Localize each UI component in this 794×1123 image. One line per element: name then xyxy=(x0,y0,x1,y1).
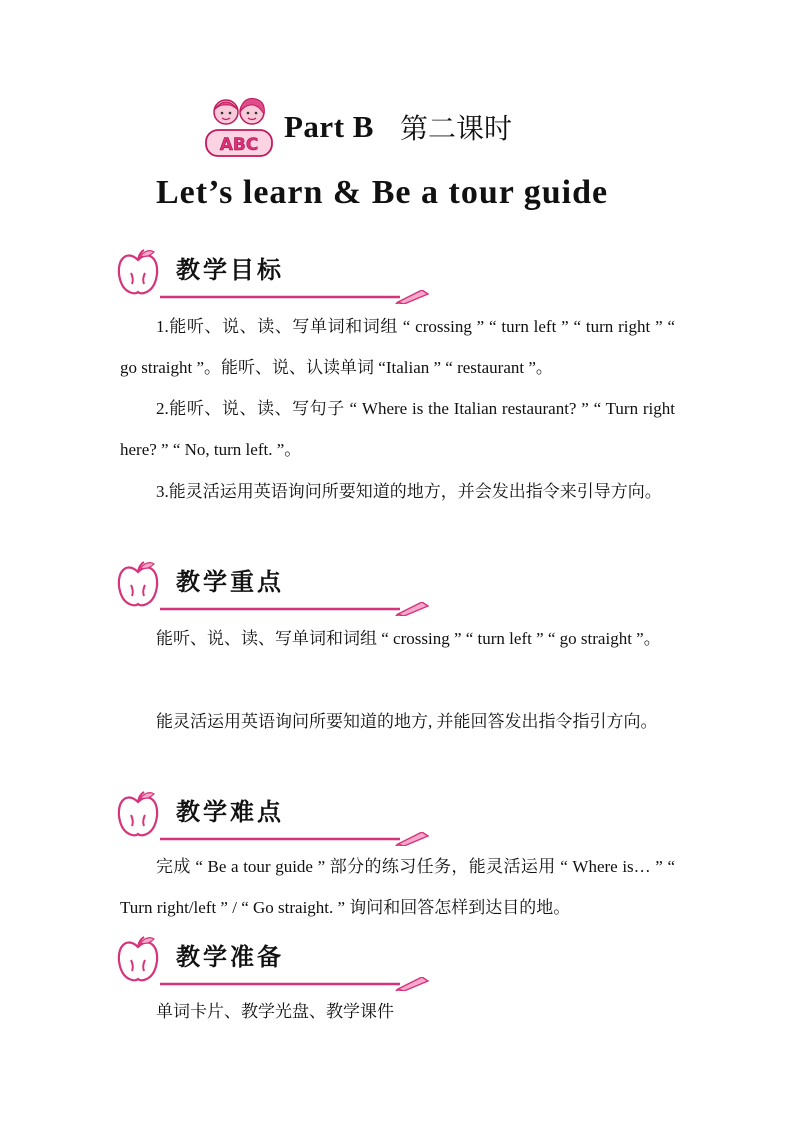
page-subtitle: Let’s learn & Be a tour guide xyxy=(156,174,609,211)
section-heading-text: 教学重点 xyxy=(176,568,284,596)
preparation-paragraph-1: 单词卡片、教学光盘、教学课件 xyxy=(156,1002,394,1021)
section-heading-preparation xyxy=(116,931,336,989)
section-heading-text: 教学目标 xyxy=(176,256,284,284)
section-heading-text: 教学难点 xyxy=(176,798,284,826)
apple-icon xyxy=(116,248,160,296)
key-points-paragraph-2: 能灵活运用英语询问所要知道的地方, 并能回答发出指令指引方向。 xyxy=(156,712,658,731)
apple-icon xyxy=(116,790,160,838)
pen-icon xyxy=(160,977,430,991)
pen-icon xyxy=(160,290,430,304)
title-row xyxy=(200,92,512,162)
kids-abc-logo xyxy=(200,94,278,160)
lesson-title: 第二课时 xyxy=(399,112,512,145)
section-heading-text: 教学准备 xyxy=(176,943,284,971)
section-heading-objectives xyxy=(116,244,336,302)
objectives-paragraph-1: 1.能听、说、读、写单词和词组 “ crossing ” “ turn left ” “ turn right ” “ go straight ”。能听、说、认读单词 “Italian ” “ restaurant ”。 xyxy=(120,317,675,377)
svg-text:ABC: ABC xyxy=(219,135,259,155)
objectives-paragraph-2: 2.能听、说、读、写句子 “ Where is the Italian restaurant? ” “ Turn right here? ” “ No, turn left. ”。 xyxy=(120,399,675,459)
pen-icon xyxy=(160,602,430,616)
section-heading-key-points xyxy=(116,556,336,614)
key-points-paragraph-1: 能听、说、读、写单词和词组 “ crossing ” “ turn left ” “ go straight ”。 xyxy=(156,629,661,648)
difficulties-paragraph-1: 完成 “ Be a tour guide ” 部分的练习任务，能灵活运用 “ Where is… ” “ Turn right/left ” / “ Go straight. ” 询问和回答怎样到达目的地。 xyxy=(120,857,675,917)
apple-icon xyxy=(116,935,160,983)
objectives-paragraph-3: 3.能灵活运用英语询问所要知道的地方，并会发出指令来引导方向。 xyxy=(156,482,662,501)
apple-icon xyxy=(116,560,160,608)
part-title: Part B xyxy=(284,109,374,144)
section-heading-difficulties xyxy=(116,786,336,844)
pen-icon xyxy=(160,832,430,846)
